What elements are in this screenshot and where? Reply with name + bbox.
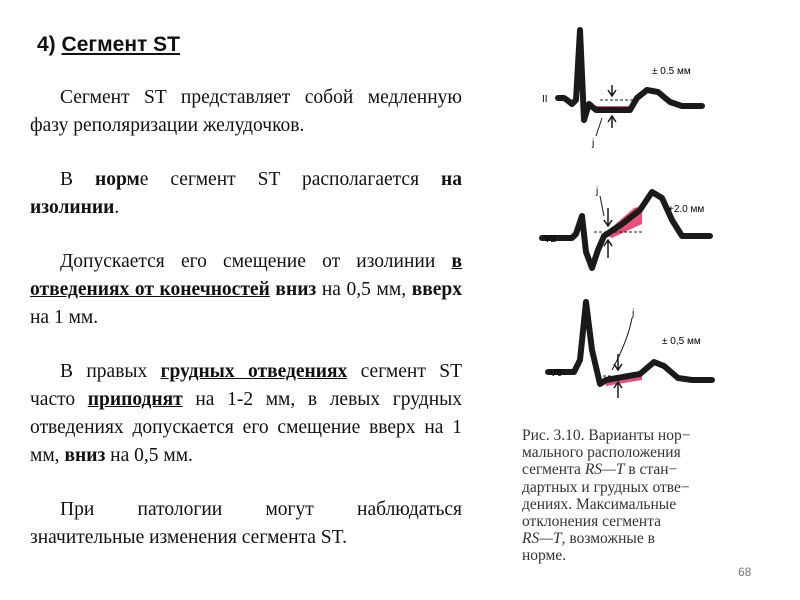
caption-run: в стан− xyxy=(624,461,678,479)
arrow-up xyxy=(608,85,616,96)
page-number: 68 xyxy=(738,565,752,579)
deviation-label: ± 0,5 мм xyxy=(662,336,701,347)
lead-label: V6 xyxy=(550,368,563,379)
ecg-trace-lead-ii xyxy=(542,30,702,149)
caption-italic-run: RS—T xyxy=(522,530,562,548)
lead-label: II xyxy=(542,94,548,105)
ecg-trace-lead-v6 xyxy=(548,302,712,398)
caption-line: отклонения сегмента xyxy=(522,513,662,531)
ecg-figure xyxy=(512,20,732,412)
text-run: В правых xyxy=(60,361,161,382)
j-pointer xyxy=(612,318,632,370)
bold-underlined-run: в отведениях от конечностей xyxy=(30,251,462,300)
text-run: на 1 мм. xyxy=(30,307,99,328)
text-run: . xyxy=(114,197,120,218)
j-label: j xyxy=(632,308,635,319)
caption-line: мального расположения xyxy=(522,444,681,462)
figure-caption xyxy=(522,427,722,565)
caption-italic-run: RS—T xyxy=(584,461,625,479)
title-number: 4) xyxy=(37,33,56,56)
text-run: Сегмент ST представляет собой медленную фазу реполяризации желудочков. xyxy=(30,87,462,136)
bold-run: вверх xyxy=(411,279,463,300)
caption-line: дартных и грудных отве− xyxy=(522,478,690,496)
paragraph-5 xyxy=(30,496,462,552)
text-run: на 0,5 мм. xyxy=(105,445,193,466)
j-label: j xyxy=(596,186,599,197)
caption-line: Рис. 3.10. Варианты нор− xyxy=(522,427,691,444)
bold-underlined-run: грудных отведениях xyxy=(160,361,348,382)
caption-line xyxy=(522,461,722,478)
caption-line xyxy=(522,530,722,547)
caption-line: норме. xyxy=(522,547,567,565)
paragraph-1 xyxy=(30,84,462,140)
caption-run: , возможные в xyxy=(561,530,655,548)
text-run: на 0,5 мм, xyxy=(316,279,412,300)
paragraph-3 xyxy=(30,248,462,332)
text-run: В xyxy=(60,169,95,190)
j-pointer xyxy=(596,118,602,136)
paragraph-2 xyxy=(30,166,462,222)
text-run: е сегмент ST располагается xyxy=(139,169,441,190)
bold-run: на изолинии xyxy=(30,169,462,218)
bold-run: вниз xyxy=(275,279,317,300)
bold-run: норм xyxy=(94,169,140,190)
text-run: на 1-2 мм, в левых грудных отведениях допускается его смещение вверх на 1 мм, xyxy=(30,389,462,466)
caption-run: сегмента xyxy=(522,461,585,479)
text-run: Допускается его смещение от изолинии xyxy=(60,251,452,272)
arrow-down xyxy=(604,240,612,258)
arrow-up xyxy=(604,208,612,226)
arrow-down xyxy=(608,116,616,128)
arrow-up xyxy=(614,354,622,370)
text-run: При патологии могут наблюдаться значительные изменения сегмента ST. xyxy=(30,499,462,548)
caption-line: дениях. Максимальные xyxy=(522,495,677,513)
slide-title xyxy=(37,33,180,57)
deviation-label: +2.0 мм xyxy=(668,204,705,215)
ecg-trace-lead-v2 xyxy=(542,186,710,268)
bold-underlined-run: приподнят xyxy=(87,389,183,410)
deviation-label: ± 0.5 мм xyxy=(652,66,691,77)
bold-run: вниз xyxy=(64,445,106,466)
body-text xyxy=(30,84,462,552)
j-label: j xyxy=(592,138,595,149)
j-pointer xyxy=(600,196,604,216)
paragraph-4 xyxy=(30,358,462,470)
title-text: Сегмент ST xyxy=(61,33,180,56)
lead-label: V2 xyxy=(544,234,557,245)
text-run: сегмент ST часто xyxy=(30,361,462,410)
